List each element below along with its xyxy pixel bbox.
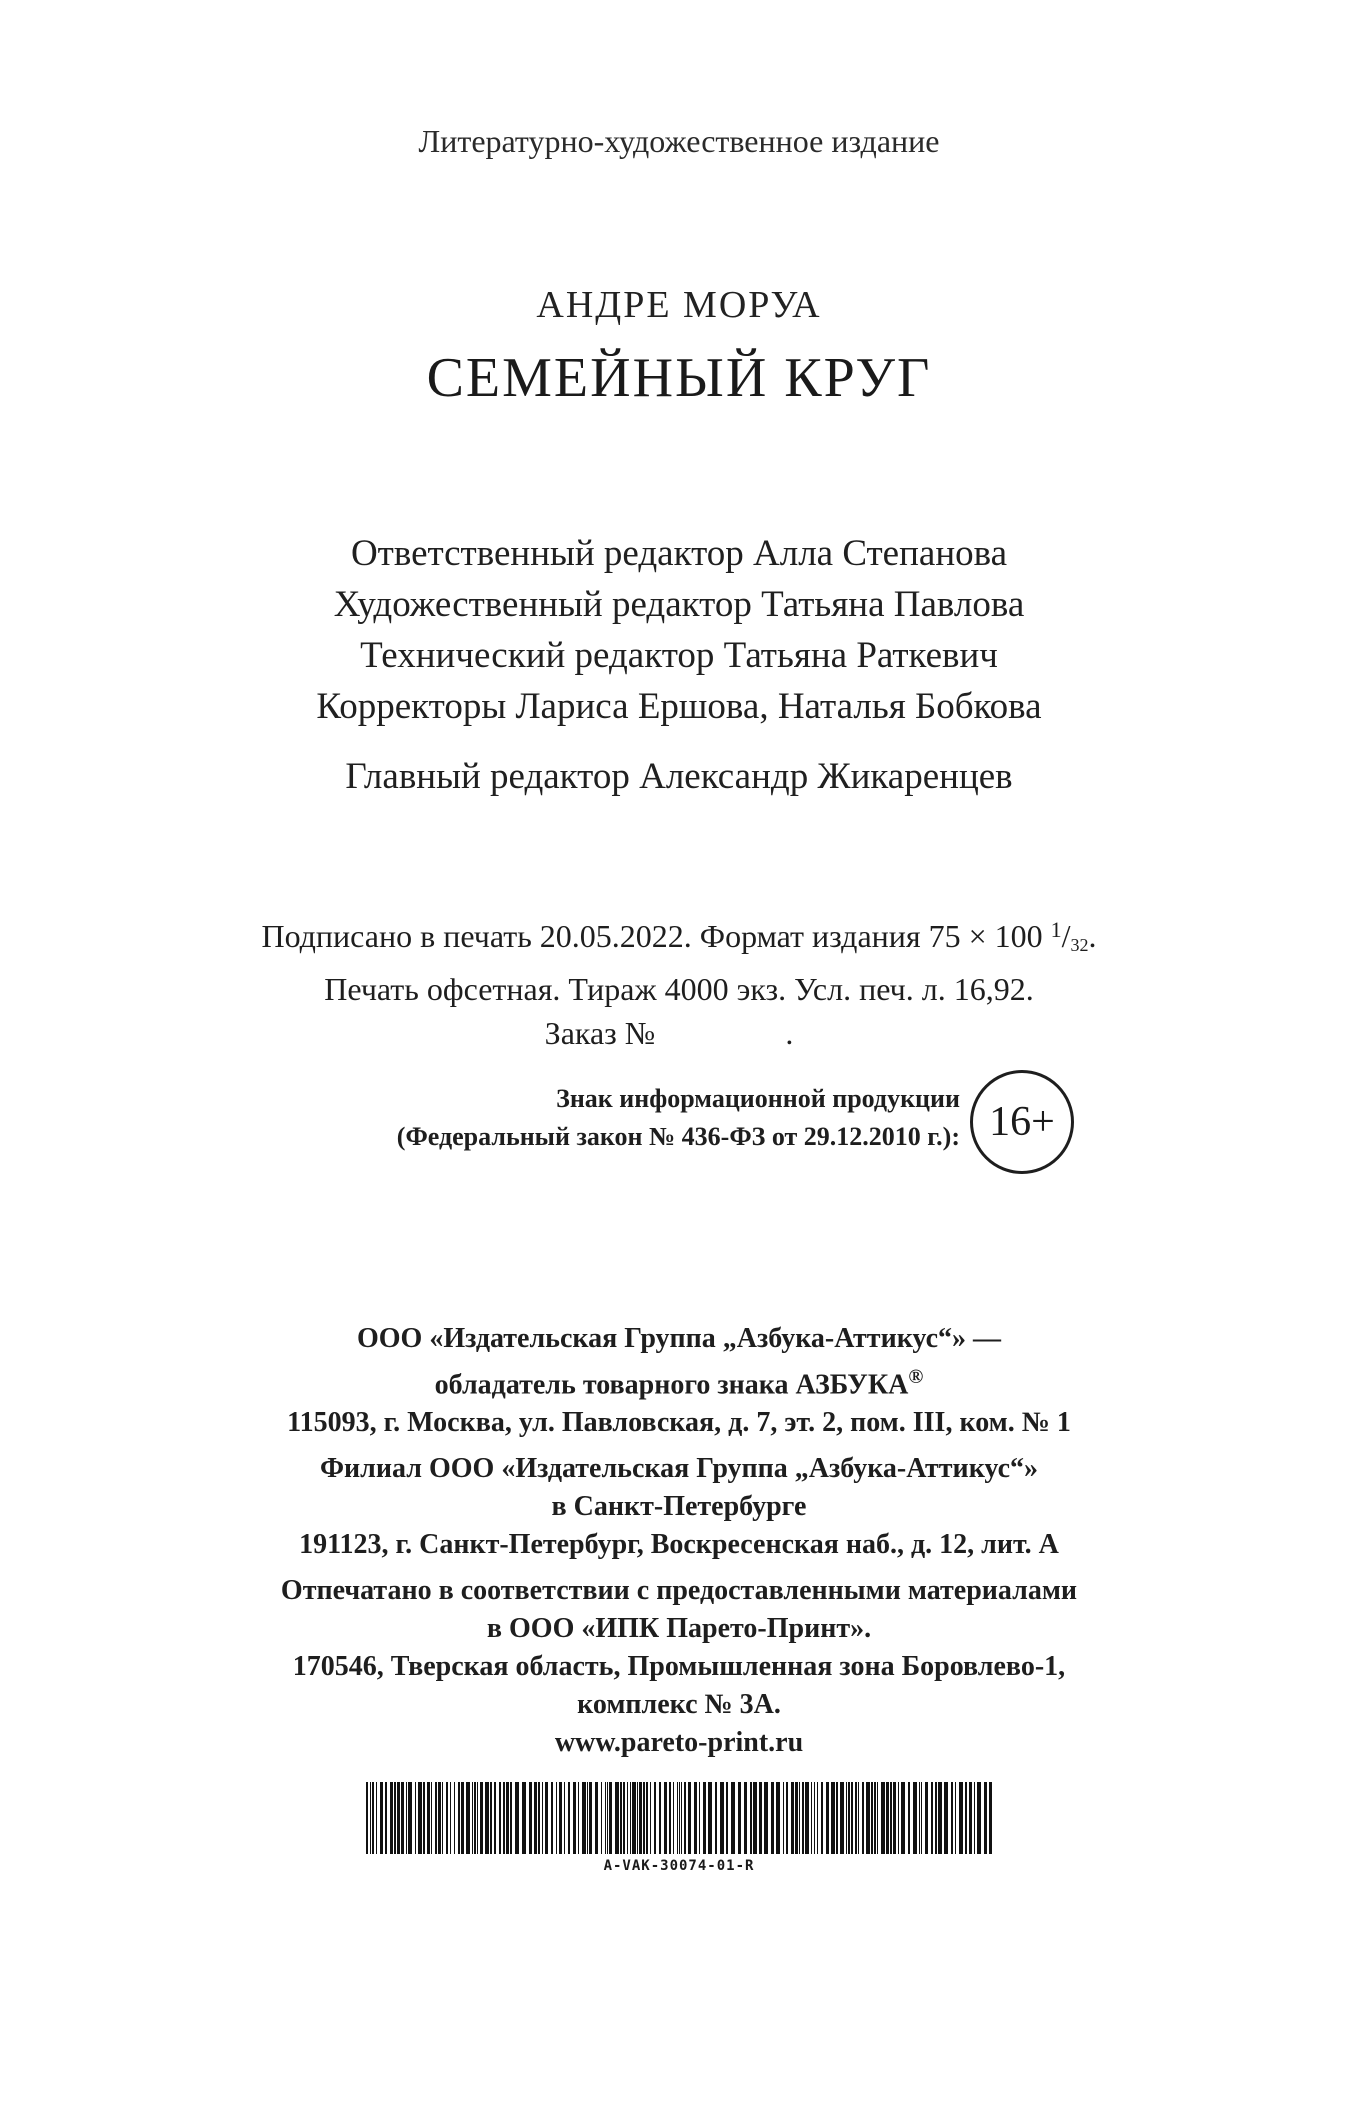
- barcode-bar: [814, 1782, 815, 1854]
- barcode-bar: [901, 1782, 905, 1854]
- barcode-bar: [783, 1782, 784, 1854]
- barcode-bar: [538, 1782, 540, 1854]
- barcode-bar: [664, 1782, 667, 1854]
- barcode-bar: [886, 1782, 889, 1854]
- barcode-bar: [750, 1782, 752, 1854]
- barcode-bar: [545, 1782, 548, 1854]
- barcode-bar: [435, 1782, 437, 1854]
- barcode-bar: [955, 1782, 956, 1854]
- barcode-bar: [944, 1782, 948, 1854]
- barcode-bar: [474, 1782, 476, 1854]
- barcode-bar: [454, 1782, 455, 1854]
- barcode-bar: [418, 1782, 422, 1854]
- publisher-line-2: [0, 1358, 1358, 1404]
- print-info-signed: Подписано в печать 20.05.2022. Формат издания 75 × 100: [261, 918, 1051, 954]
- barcode-bar: [974, 1782, 975, 1854]
- barcode-bar: [846, 1782, 847, 1854]
- barcode-bar: [731, 1782, 735, 1854]
- barcode-bar: [874, 1782, 876, 1854]
- barcode-bar: [908, 1782, 910, 1854]
- barcode-bar: [589, 1782, 592, 1854]
- publisher-block: [0, 1320, 1358, 1762]
- barcode-bar: [684, 1782, 686, 1854]
- barcode-bar: [821, 1782, 823, 1854]
- barcode-bar: [431, 1782, 432, 1854]
- barcode-bar: [556, 1782, 557, 1854]
- barcode-bars: [362, 1782, 996, 1856]
- barcode-bar: [817, 1782, 818, 1854]
- barcode-bar: [708, 1782, 712, 1854]
- barcode-bar: [694, 1782, 697, 1854]
- barcode-bar: [898, 1782, 899, 1854]
- barcode-bar: [802, 1782, 804, 1854]
- print-info-line-2: Печать офсетная. Тираж 4000 экз. Усл. печ. л. 16,92.: [324, 971, 1034, 1007]
- info-mark-line-2: (Федеральный закон № 436-ФЗ от 29.12.2010 г.):: [396, 1122, 960, 1151]
- barcode-bar: [959, 1782, 963, 1854]
- barcode-bar: [394, 1782, 396, 1854]
- barcode-bar: [669, 1782, 671, 1854]
- credit-line: Корректоры Лариса Ершова, Наталья Бобкова: [316, 686, 1042, 727]
- barcode-bar: [534, 1782, 537, 1854]
- publisher-address: 115093, г. Москва, ул. Павловская, д. 7, эт. 2, пом. III, ком. № 1: [287, 1407, 1071, 1439]
- barcode-bar: [406, 1782, 407, 1854]
- barcode-bar: [510, 1782, 512, 1854]
- barcode-bar: [370, 1782, 371, 1854]
- barcode-caption: A-VAK-30074-01-R: [603, 1858, 755, 1874]
- format-numerator: 1: [1050, 917, 1062, 942]
- printed-line-4: комплекс № 3А.: [577, 1689, 781, 1721]
- barcode-bar: [559, 1782, 562, 1854]
- chief-editor: Главный редактор Александр Жикаренцев: [345, 756, 1013, 797]
- barcode-bar: [499, 1782, 501, 1854]
- publisher-line-1: ООО «Издательская Группа „Азбука-Аттикус“» —: [356, 1323, 1001, 1354]
- barcode-bar: [726, 1782, 728, 1854]
- barcode-bar: [472, 1782, 473, 1854]
- order-end: .: [785, 1015, 794, 1051]
- barcode-bar: [376, 1782, 377, 1854]
- barcode-bar: [699, 1782, 700, 1854]
- branch-line-2: в Санкт-Петербурге: [551, 1491, 807, 1523]
- barcode-bar: [855, 1782, 857, 1854]
- barcode-bar: [503, 1782, 505, 1854]
- barcode-bar: [881, 1782, 885, 1854]
- branch-line-1: Филиал ООО «Издательская Группа „Азбука-Аттикус“»: [320, 1453, 1038, 1485]
- barcode-bar: [977, 1782, 981, 1854]
- barcode-bar: [805, 1782, 809, 1854]
- barcode-bar: [427, 1782, 430, 1854]
- barcode-bar: [759, 1782, 762, 1854]
- barcode-bar: [582, 1782, 586, 1854]
- barcode-bar: [646, 1782, 648, 1854]
- barcode-bar: [529, 1782, 532, 1854]
- barcode-bar: [862, 1782, 864, 1854]
- barcode-bar: [715, 1782, 717, 1854]
- age-rating-badge: 16+: [970, 1070, 1074, 1174]
- barcode-bar: [840, 1782, 844, 1854]
- order-line: [0, 1011, 1348, 1055]
- credits-block: [0, 528, 1358, 732]
- print-info-block: [0, 908, 1358, 1055]
- barcode-bar: [703, 1782, 706, 1854]
- barcode-bar: [738, 1782, 741, 1854]
- edition-type: Литературно-художественное издание: [418, 123, 940, 159]
- barcode-bar: [442, 1782, 443, 1854]
- barcode-bar: [415, 1782, 416, 1854]
- branch-address: 191123, г. Санкт-Петербург, Воскресенская наб., д. 12, лит. А: [299, 1529, 1059, 1561]
- order-label: Заказ №: [544, 1015, 656, 1051]
- barcode-bar: [461, 1782, 464, 1854]
- barcode-bar: [771, 1782, 774, 1854]
- barcode-bar: [650, 1782, 651, 1854]
- barcode-bar: [490, 1782, 492, 1854]
- barcode-bar: [568, 1782, 570, 1854]
- barcode-bar: [791, 1782, 794, 1854]
- barcode-bar: [605, 1782, 606, 1854]
- barcode-bar: [385, 1782, 387, 1854]
- barcode-bar: [673, 1782, 674, 1854]
- barcode-bar: [632, 1782, 636, 1854]
- printed-line-1: Отпечатано в соответствии с предоставленными материалами: [280, 1575, 1078, 1607]
- barcode-bar: [858, 1782, 859, 1854]
- barcode-bar: [595, 1782, 598, 1854]
- barcode-bar: [786, 1782, 788, 1854]
- barcode-bar: [609, 1782, 612, 1854]
- barcode-bar: [438, 1782, 441, 1854]
- barcode-bar: [654, 1782, 656, 1854]
- barcode-bar: [851, 1782, 853, 1854]
- barcode-bar: [893, 1782, 896, 1854]
- barcode-bar: [615, 1782, 619, 1854]
- barcode-bar: [877, 1782, 878, 1854]
- barcode-bar: [931, 1782, 933, 1854]
- barcode-bar: [408, 1782, 412, 1854]
- barcode-bar: [397, 1782, 400, 1854]
- barcode-bar: [984, 1782, 987, 1854]
- barcode-bar: [938, 1782, 942, 1854]
- barcode-bar: [477, 1782, 478, 1854]
- barcode-bar: [458, 1782, 460, 1854]
- barcode-bar: [913, 1782, 917, 1854]
- barcode-bar: [390, 1782, 393, 1854]
- printer-website: www.pareto-print.ru: [554, 1727, 804, 1759]
- barcode-bar: [564, 1782, 565, 1854]
- barcode-bar: [578, 1782, 579, 1854]
- barcode-bar: [836, 1782, 838, 1854]
- barcode-bar: [627, 1782, 628, 1854]
- barcode-bar: [446, 1782, 448, 1854]
- credit-line: Художественный редактор Татьяна Павлова: [333, 584, 1025, 625]
- credit-line: Ответственный редактор Алла Степанова: [350, 533, 1008, 574]
- barcode-bar: [969, 1782, 972, 1854]
- barcode-bar: [826, 1782, 829, 1854]
- barcode-bar: [951, 1782, 953, 1854]
- print-info-line-1: Подписано в печать 20.05.2022. Формат издания 75 × 100 $^1$/32.: [261, 917, 1097, 955]
- barcode-bar: [831, 1782, 835, 1854]
- barcode-bar: [630, 1782, 631, 1854]
- printed-line-3: 170546, Тверская область, Промышленная зона Боровлево-1,: [292, 1651, 1066, 1683]
- barcode-bar: [450, 1782, 451, 1854]
- barcode-bar: [989, 1782, 992, 1854]
- trademark-owner: обладатель товарного знака АЗБУКА: [434, 1369, 909, 1401]
- barcode-bar: [679, 1782, 680, 1854]
- info-mark-line-1: Знак информационной продукции: [556, 1084, 960, 1113]
- barcode-bar: [494, 1782, 496, 1854]
- barcode-bar: [623, 1782, 625, 1854]
- barcode-bar: [848, 1782, 850, 1854]
- barcode-bar: [871, 1782, 873, 1854]
- barcode-bar: [965, 1782, 967, 1854]
- barcode-bar: [659, 1782, 661, 1854]
- print-info-line-1-end: .: [1088, 918, 1097, 954]
- info-product-mark: [200, 1080, 960, 1156]
- barcode-bar: [551, 1782, 553, 1854]
- author-name: АНДРЕ МОРУА: [536, 284, 822, 326]
- barcode-bar: [921, 1782, 922, 1854]
- barcode-bar: [919, 1782, 920, 1854]
- barcode-bar: [866, 1782, 870, 1854]
- barcode-bar: [372, 1782, 374, 1854]
- barcode-bar: [601, 1782, 602, 1854]
- barcode-bar: [744, 1782, 747, 1854]
- book-title: СЕМЕЙНЫЙ КРУГ: [426, 347, 932, 409]
- barcode-bar: [935, 1782, 937, 1854]
- barcode-bar: [720, 1782, 724, 1854]
- barcode-bar: [466, 1782, 470, 1854]
- barcode-bar: [587, 1782, 588, 1854]
- barcode-bar: [480, 1782, 483, 1854]
- barcode-bar: [620, 1782, 622, 1854]
- printed-line-2: в ООО «ИПК Парето-Принт».: [486, 1613, 872, 1645]
- barcode-bar: [799, 1782, 800, 1854]
- barcode-bar: [681, 1782, 682, 1854]
- barcode-bar: [506, 1782, 509, 1854]
- barcode: [362, 1782, 996, 1892]
- barcode-bar: [542, 1782, 543, 1854]
- barcode-bar: [643, 1782, 645, 1854]
- barcode-bar: [795, 1782, 798, 1854]
- barcode-bar: [573, 1782, 576, 1854]
- barcode-bar: [925, 1782, 928, 1854]
- barcode-bar: [637, 1782, 638, 1854]
- barcode-bar: [522, 1782, 526, 1854]
- registered-trademark-icon: ®: [908, 1366, 924, 1388]
- credit-line: Технический редактор Татьяна Раткевич: [360, 635, 998, 676]
- barcode-bar: [639, 1782, 642, 1854]
- barcode-bar: [515, 1782, 519, 1854]
- barcode-bar: [764, 1782, 768, 1854]
- barcode-bar: [677, 1782, 678, 1854]
- barcode-bar: [753, 1782, 757, 1854]
- format-denominator: 32: [1070, 935, 1089, 955]
- barcode-bar: [401, 1782, 404, 1854]
- barcode-bar: [776, 1782, 780, 1854]
- barcode-bar: [890, 1782, 892, 1854]
- barcode-bar: [607, 1782, 608, 1854]
- barcode-bar: [485, 1782, 489, 1854]
- barcode-bar: [366, 1782, 368, 1854]
- barcode-bar: [811, 1782, 812, 1854]
- barcode-bar: [423, 1782, 425, 1854]
- barcode-bar: [380, 1782, 383, 1854]
- barcode-bar: [688, 1782, 691, 1854]
